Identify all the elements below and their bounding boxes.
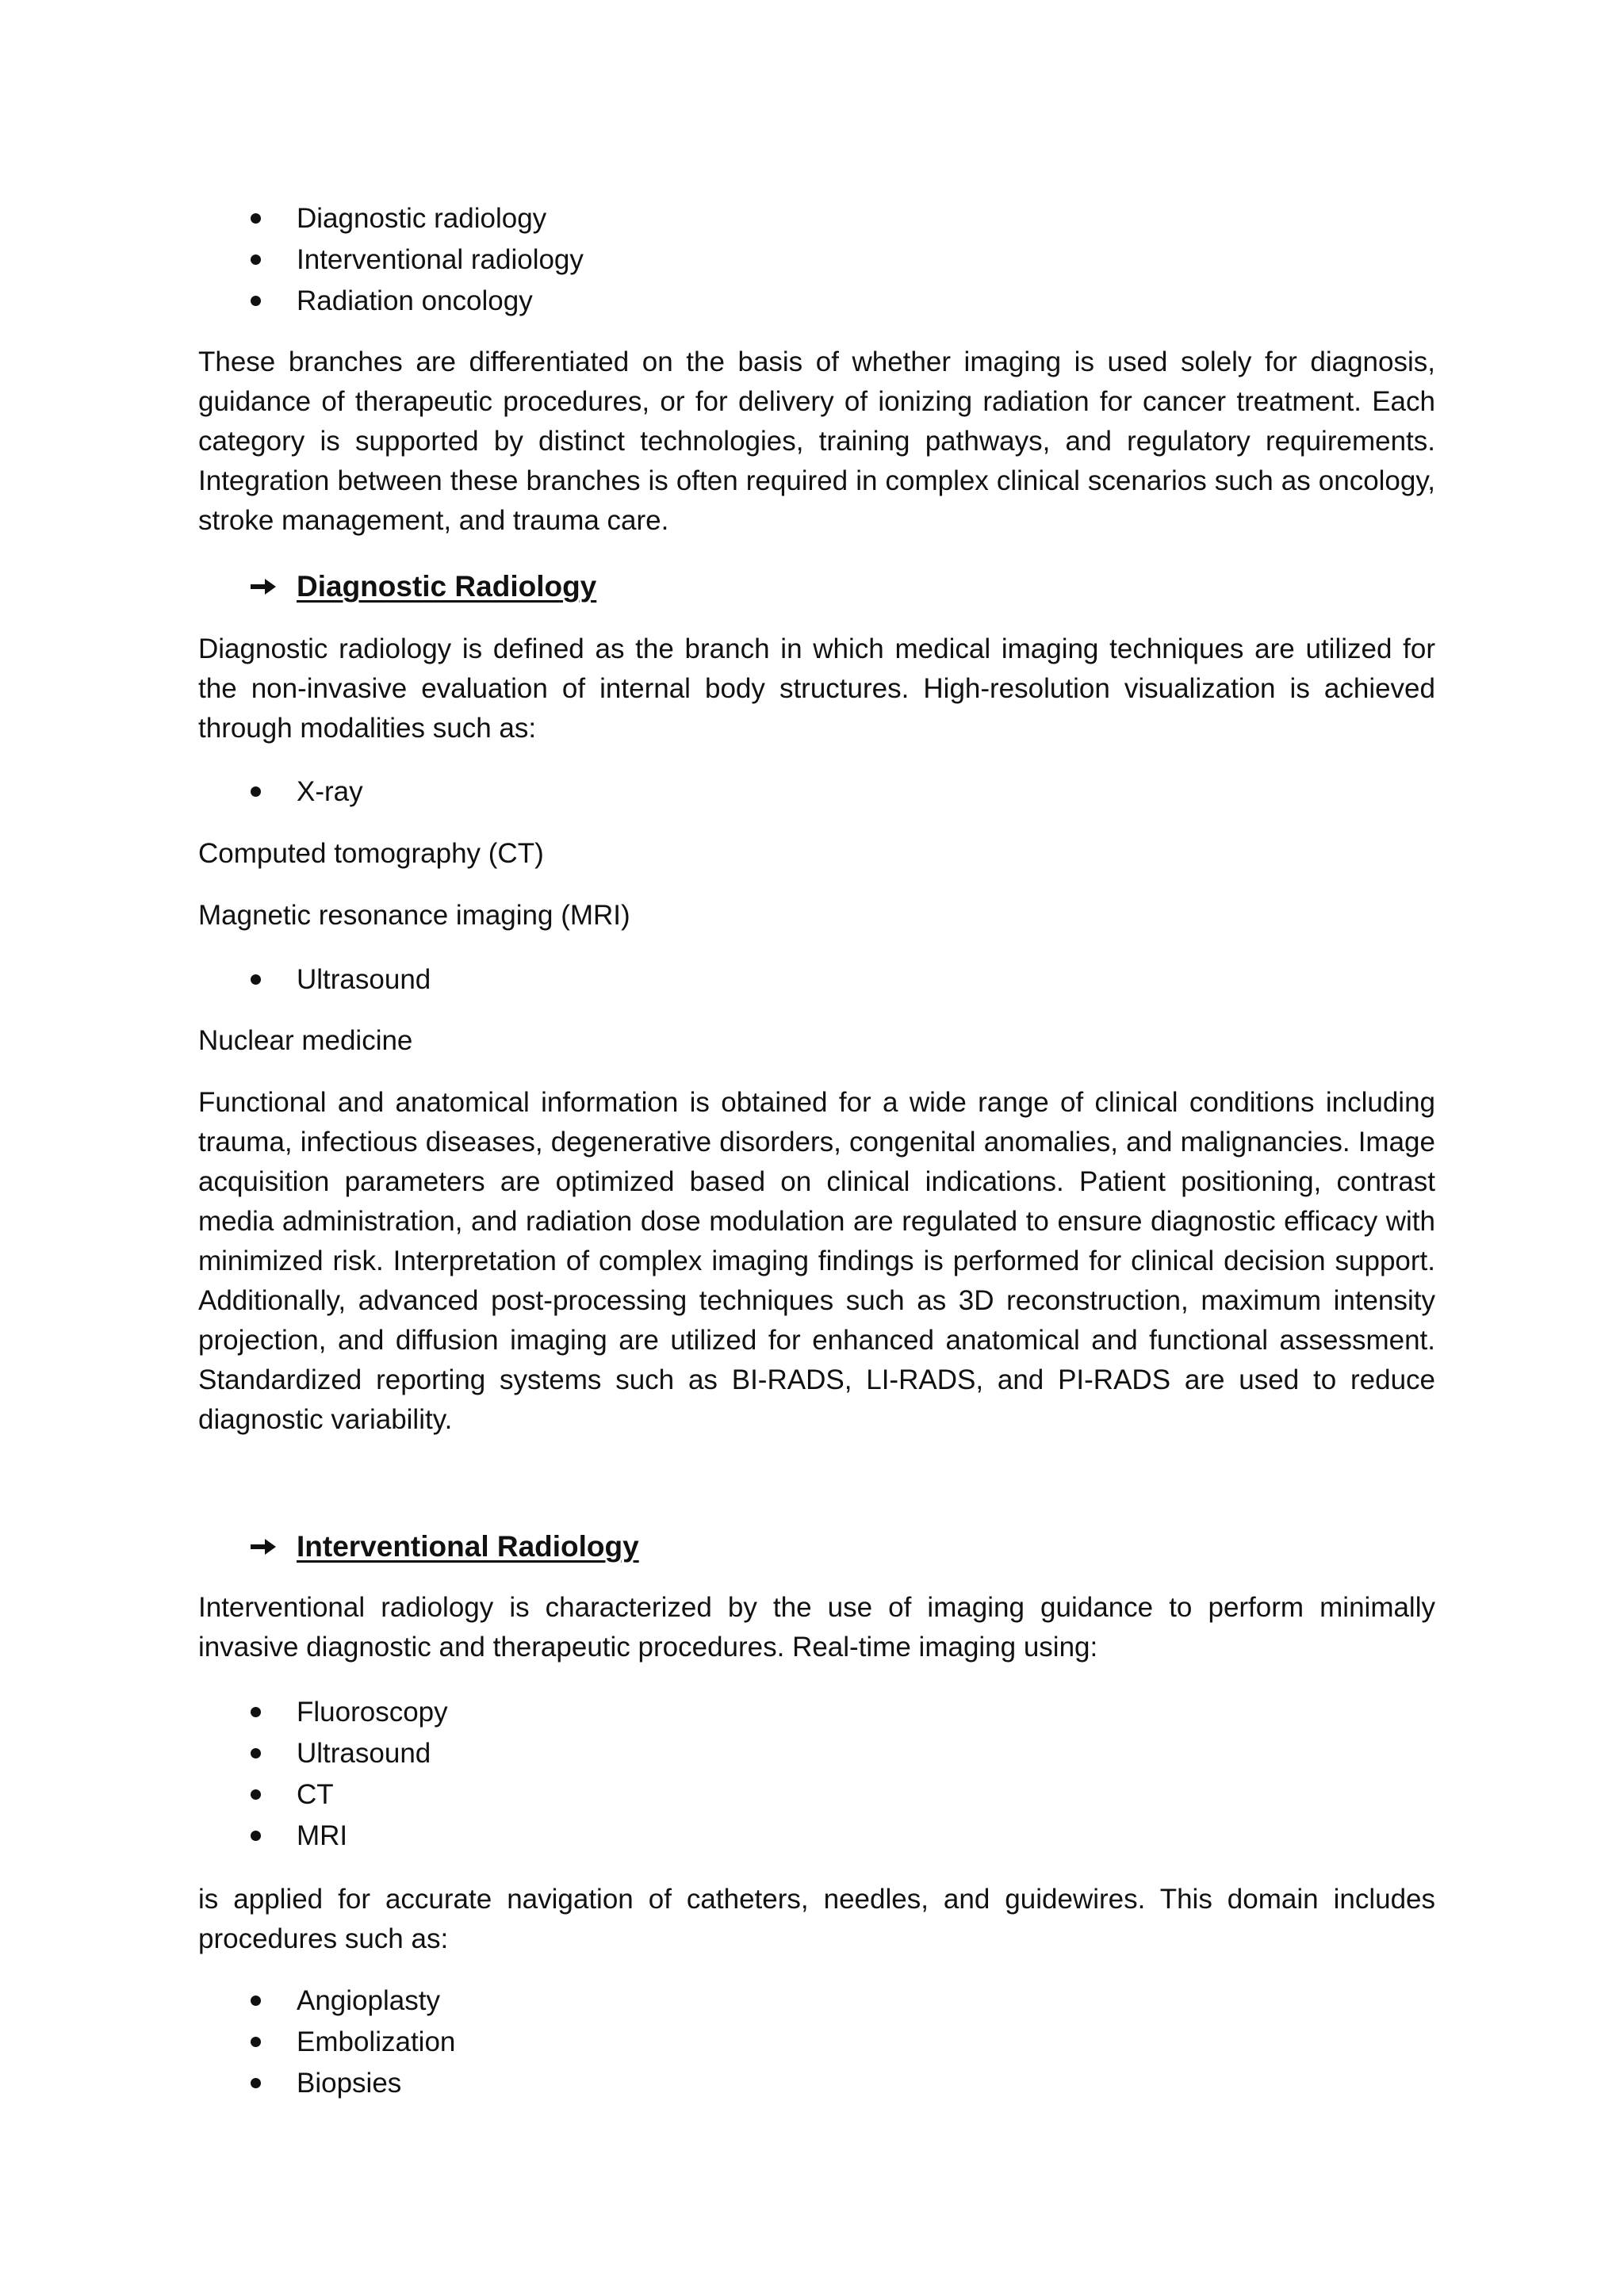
- navigation-paragraph: is applied for accurate navigation of catheters, needles, and guidewires. This domain includes procedures such as:: [198, 1884, 1435, 1954]
- bullet-icon: [251, 1748, 261, 1758]
- bullet-icon: [251, 2037, 261, 2047]
- modality-mri: Magnetic resonance imaging (MRI): [198, 900, 630, 931]
- bullet-icon: [251, 1996, 261, 2006]
- bullet-icon: [251, 1789, 261, 1800]
- diagnostic-definition: Diagnostic radiology is defined as the branch in which medical imaging techniques are utilized for the non-invasive evaluation of internal body structures. High-resolution visualization is achieved through modalities such as:: [198, 633, 1435, 744]
- bullet-icon: [251, 296, 261, 306]
- diagnostic-radiology-heading: Diagnostic Radiology: [198, 566, 1534, 607]
- bullet-icon: [251, 786, 261, 797]
- list-item: Biopsies: [198, 2063, 1435, 2104]
- list-item: MRI: [198, 1816, 1435, 1857]
- bullet-icon: [251, 1831, 261, 1841]
- list-item: Ultrasound: [198, 1733, 1435, 1774]
- intro-paragraph: These branches are differentiated on the basis of whether imaging is used solely for diagnosis, guidance of therapeutic procedures, or for delivery of ionizing radiation for cancer treatment. Each category is supported by distinct technologies, training pathways, and regulatory requirements. Integration between these branches is often required in complex clinical scenarios such as oncology, stroke management, and trauma care.: [198, 346, 1435, 536]
- modality-list-xray: [198, 771, 1435, 813]
- arrow-right-icon: [249, 577, 278, 596]
- bullet-icon: [251, 254, 261, 265]
- list-item: Interventional radiology: [198, 239, 1435, 281]
- modality-nuclear: Nuclear medicine: [198, 1025, 413, 1056]
- branches-list: [198, 198, 1435, 322]
- arrow-right-icon: [249, 1537, 278, 1556]
- procedures-list: [198, 1980, 1435, 2104]
- bullet-icon: [251, 1707, 261, 1717]
- imaging-list: [198, 1692, 1435, 1857]
- list-item: Embolization: [198, 2022, 1435, 2063]
- bullet-icon: [251, 974, 261, 985]
- bullet-icon: [251, 213, 261, 224]
- list-item: Ultrasound: [198, 959, 1435, 1001]
- list-item: X-ray: [198, 771, 1435, 813]
- interventional-radiology-heading: Interventional Radiology: [198, 1526, 1534, 1567]
- interventional-definition: Interventional radiology is characterized by the use of imaging guidance to perform minimally invasive diagnostic and therapeutic procedures. Real-time imaging using:: [198, 1592, 1435, 1663]
- modality-ct: Computed tomography (CT): [198, 838, 544, 869]
- list-item: CT: [198, 1774, 1435, 1816]
- list-item: Radiation oncology: [198, 281, 1435, 322]
- bullet-icon: [251, 2078, 261, 2088]
- list-item: Diagnostic radiology: [198, 198, 1435, 239]
- diagnostic-details: Functional and anatomical information is obtained for a wide range of clinical conditions including trauma, infectious diseases, degenerative disorders, congenital anomalies, and malignancies. Image acquisition parameters are optimized based on clinical indications. Patient positioning, contrast media administration, and radiation dose modulation are regulated to ensure diagnostic efficacy with minimized risk. Interpretation of complex imaging findings is performed for clinical decision support. Additionally, advanced post-processing techniques such as 3D reconstruction, maximum intensity projection, and diffusion imaging are utilized for enhanced anatomical and functional assessment. Standardized reporting systems such as BI-RADS, LI-RADS, and PI-RADS are used to reduce diagnostic variability.: [198, 1087, 1435, 1435]
- list-item: Fluoroscopy: [198, 1692, 1435, 1733]
- list-item: Angioplasty: [198, 1980, 1435, 2022]
- modality-list-ultrasound: [198, 959, 1435, 1001]
